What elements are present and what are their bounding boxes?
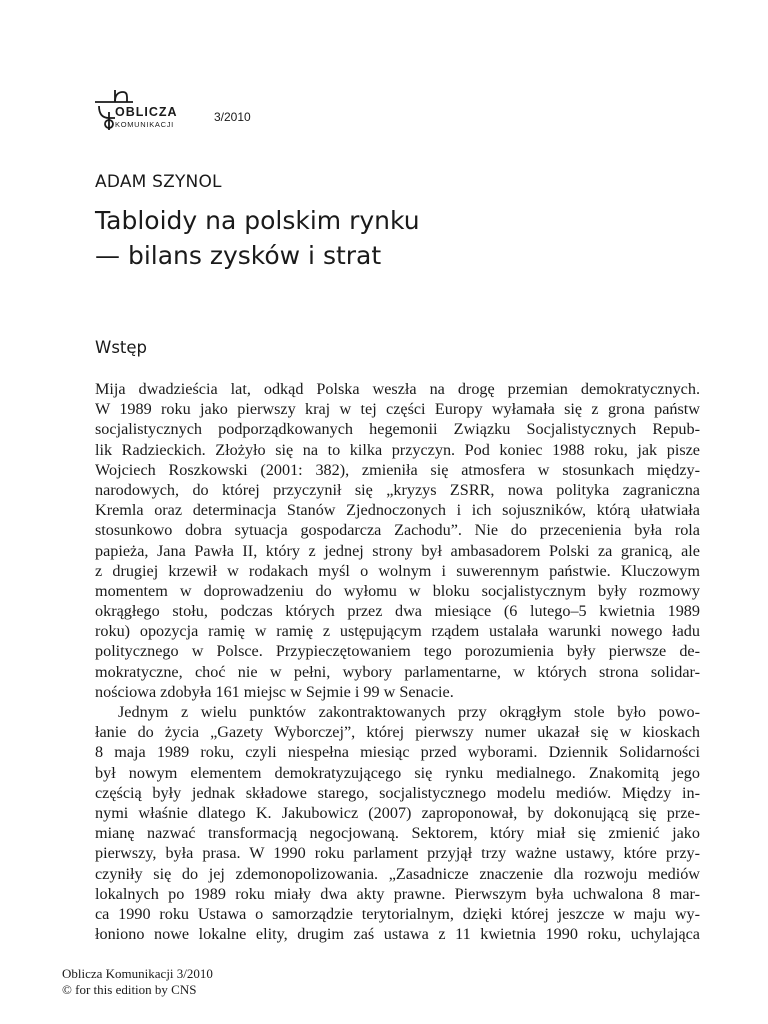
footer-journal: Oblicza Komunikacji 3/2010 bbox=[62, 966, 213, 981]
text-line: mianę nazwać transformacją negocjowaną. Sektorem, który miał się zmienić jako bbox=[95, 824, 700, 843]
paragraph bbox=[95, 702, 700, 944]
text-line: był nowym elementem demokratyzującego się rynku medialnego. Znakomitą jego bbox=[95, 763, 700, 782]
title-line: Tabloidy na polskim rynku bbox=[95, 206, 420, 235]
text-line: Jednym z wielu punktów zakontraktowanych przy okrągłym stole było powo- bbox=[118, 703, 700, 721]
text-line: mokratyczne, choć nie w pełni, wybory parlamentarne, w których strona solidar- bbox=[95, 662, 700, 681]
article-body bbox=[95, 379, 700, 944]
page-footer bbox=[62, 966, 213, 997]
journal-logo bbox=[93, 88, 203, 136]
text-line: lik Radzieckich. Złożyło się na to kilka przyczyn. Pod koniec 1988 roku, jak pisze bbox=[95, 440, 700, 459]
title-line: — bilans zysków i strat bbox=[95, 241, 382, 270]
paragraph bbox=[95, 379, 700, 702]
logo-name: OBLICZA bbox=[115, 105, 178, 119]
text-line: roku) opozycja ramię w ramię z ustępującym rządem ustalała warunki nowego ładu bbox=[95, 622, 700, 641]
text-line: Mija dwadzieścia lat, odkąd Polska weszła na drogę przemian demokratycznych. bbox=[95, 380, 700, 398]
text-line: łanie do życia „Gazety Wyborczej”, której pierwszy numer ukazał się w kioskach bbox=[95, 723, 700, 742]
text-line: politycznego w Polsce. Przypieczętowaniem tego porozumienia były pierwsze de- bbox=[95, 642, 700, 661]
author-name: ADAM SZYNOL bbox=[95, 172, 222, 192]
text-line: stosunkowo dobra sytuacja gospodarcza Zachodu”. Nie do przecenienia była rola bbox=[95, 521, 700, 540]
text-line: łoniono nowe lokalne elity, drugim zaś ustawa z 11 kwietnia 1990 roku, uchylająca bbox=[95, 925, 700, 944]
text-line: momentem w doprowadzeniu do wyłomu w bloku socjalistycznym były rozmowy bbox=[95, 581, 700, 600]
text-line: W 1989 roku jako pierwszy kraj w tej części Europy wyłamała się z grona państw bbox=[95, 400, 700, 419]
issue-number: 3/2010 bbox=[214, 110, 251, 124]
text-line: okrągłego stołu, podczas których przez dwa miesiące (6 lutego–5 kwietnia 1989 bbox=[95, 602, 700, 621]
text-line: ca 1990 roku Ustawa o samorządzie terytorialnym, dzięki której jeszcze w maju wy- bbox=[95, 904, 700, 923]
text-line: nościowa zdobyła 161 miejsc w Sejmie i 99 w Senacie. bbox=[95, 682, 454, 701]
text-line: Kremla oraz determinacja Stanów Zjednoczonych i ich sojuszników, którą ułatwiała bbox=[95, 501, 700, 520]
logo-subtitle: KOMUNIKACJI bbox=[115, 120, 174, 129]
text-line: z drugiej krzewił w rodakach myśl o wolnym i suwerennym państwie. Kluczowym bbox=[95, 561, 700, 580]
text-line: pierwszy, była prasa. W 1990 roku parlament przyjął trzy ważne ustawy, które przy- bbox=[95, 844, 700, 863]
section-heading: Wstęp bbox=[95, 338, 148, 357]
text-line: narodowych, do której przyczynił się „kryzys ZSRR, nowa polityka zagraniczna bbox=[95, 480, 700, 499]
text-line: papieża, Jana Pawła II, który z jednej strony był ambasadorem Polski za granicą, ale bbox=[95, 541, 700, 560]
text-line: lokalnych po 1989 roku miały dwa akty prawne. Pierwszym była uchwalona 8 mar- bbox=[95, 884, 700, 903]
text-line: socjalistycznych podporządkowanych hegemonii Związku Socjalistycznych Repub- bbox=[95, 420, 700, 439]
text-line: czyniły się do jej zdemonopolizowania. „Zasadnicze znaczenie dla rozwoju mediów bbox=[95, 864, 700, 883]
footer-copyright: © for this edition by CNS bbox=[62, 981, 197, 997]
text-line: 8 maja 1989 roku, czyli niespełna miesiąc przed wyborami. Dziennik Solidarności bbox=[95, 743, 700, 762]
article-title bbox=[95, 203, 715, 273]
text-line: nymi właśnie dlatego K. Jakubowicz (2007) zaproponował, by dokonującą się prze- bbox=[95, 803, 700, 822]
text-line: Wojciech Roszkowski (2001: 382), zmieniła się atmosfera w stosunkach między- bbox=[95, 460, 700, 479]
text-line: częścią były jednak składowe starego, socjalistycznego modelu mediów. Między in- bbox=[95, 783, 700, 802]
